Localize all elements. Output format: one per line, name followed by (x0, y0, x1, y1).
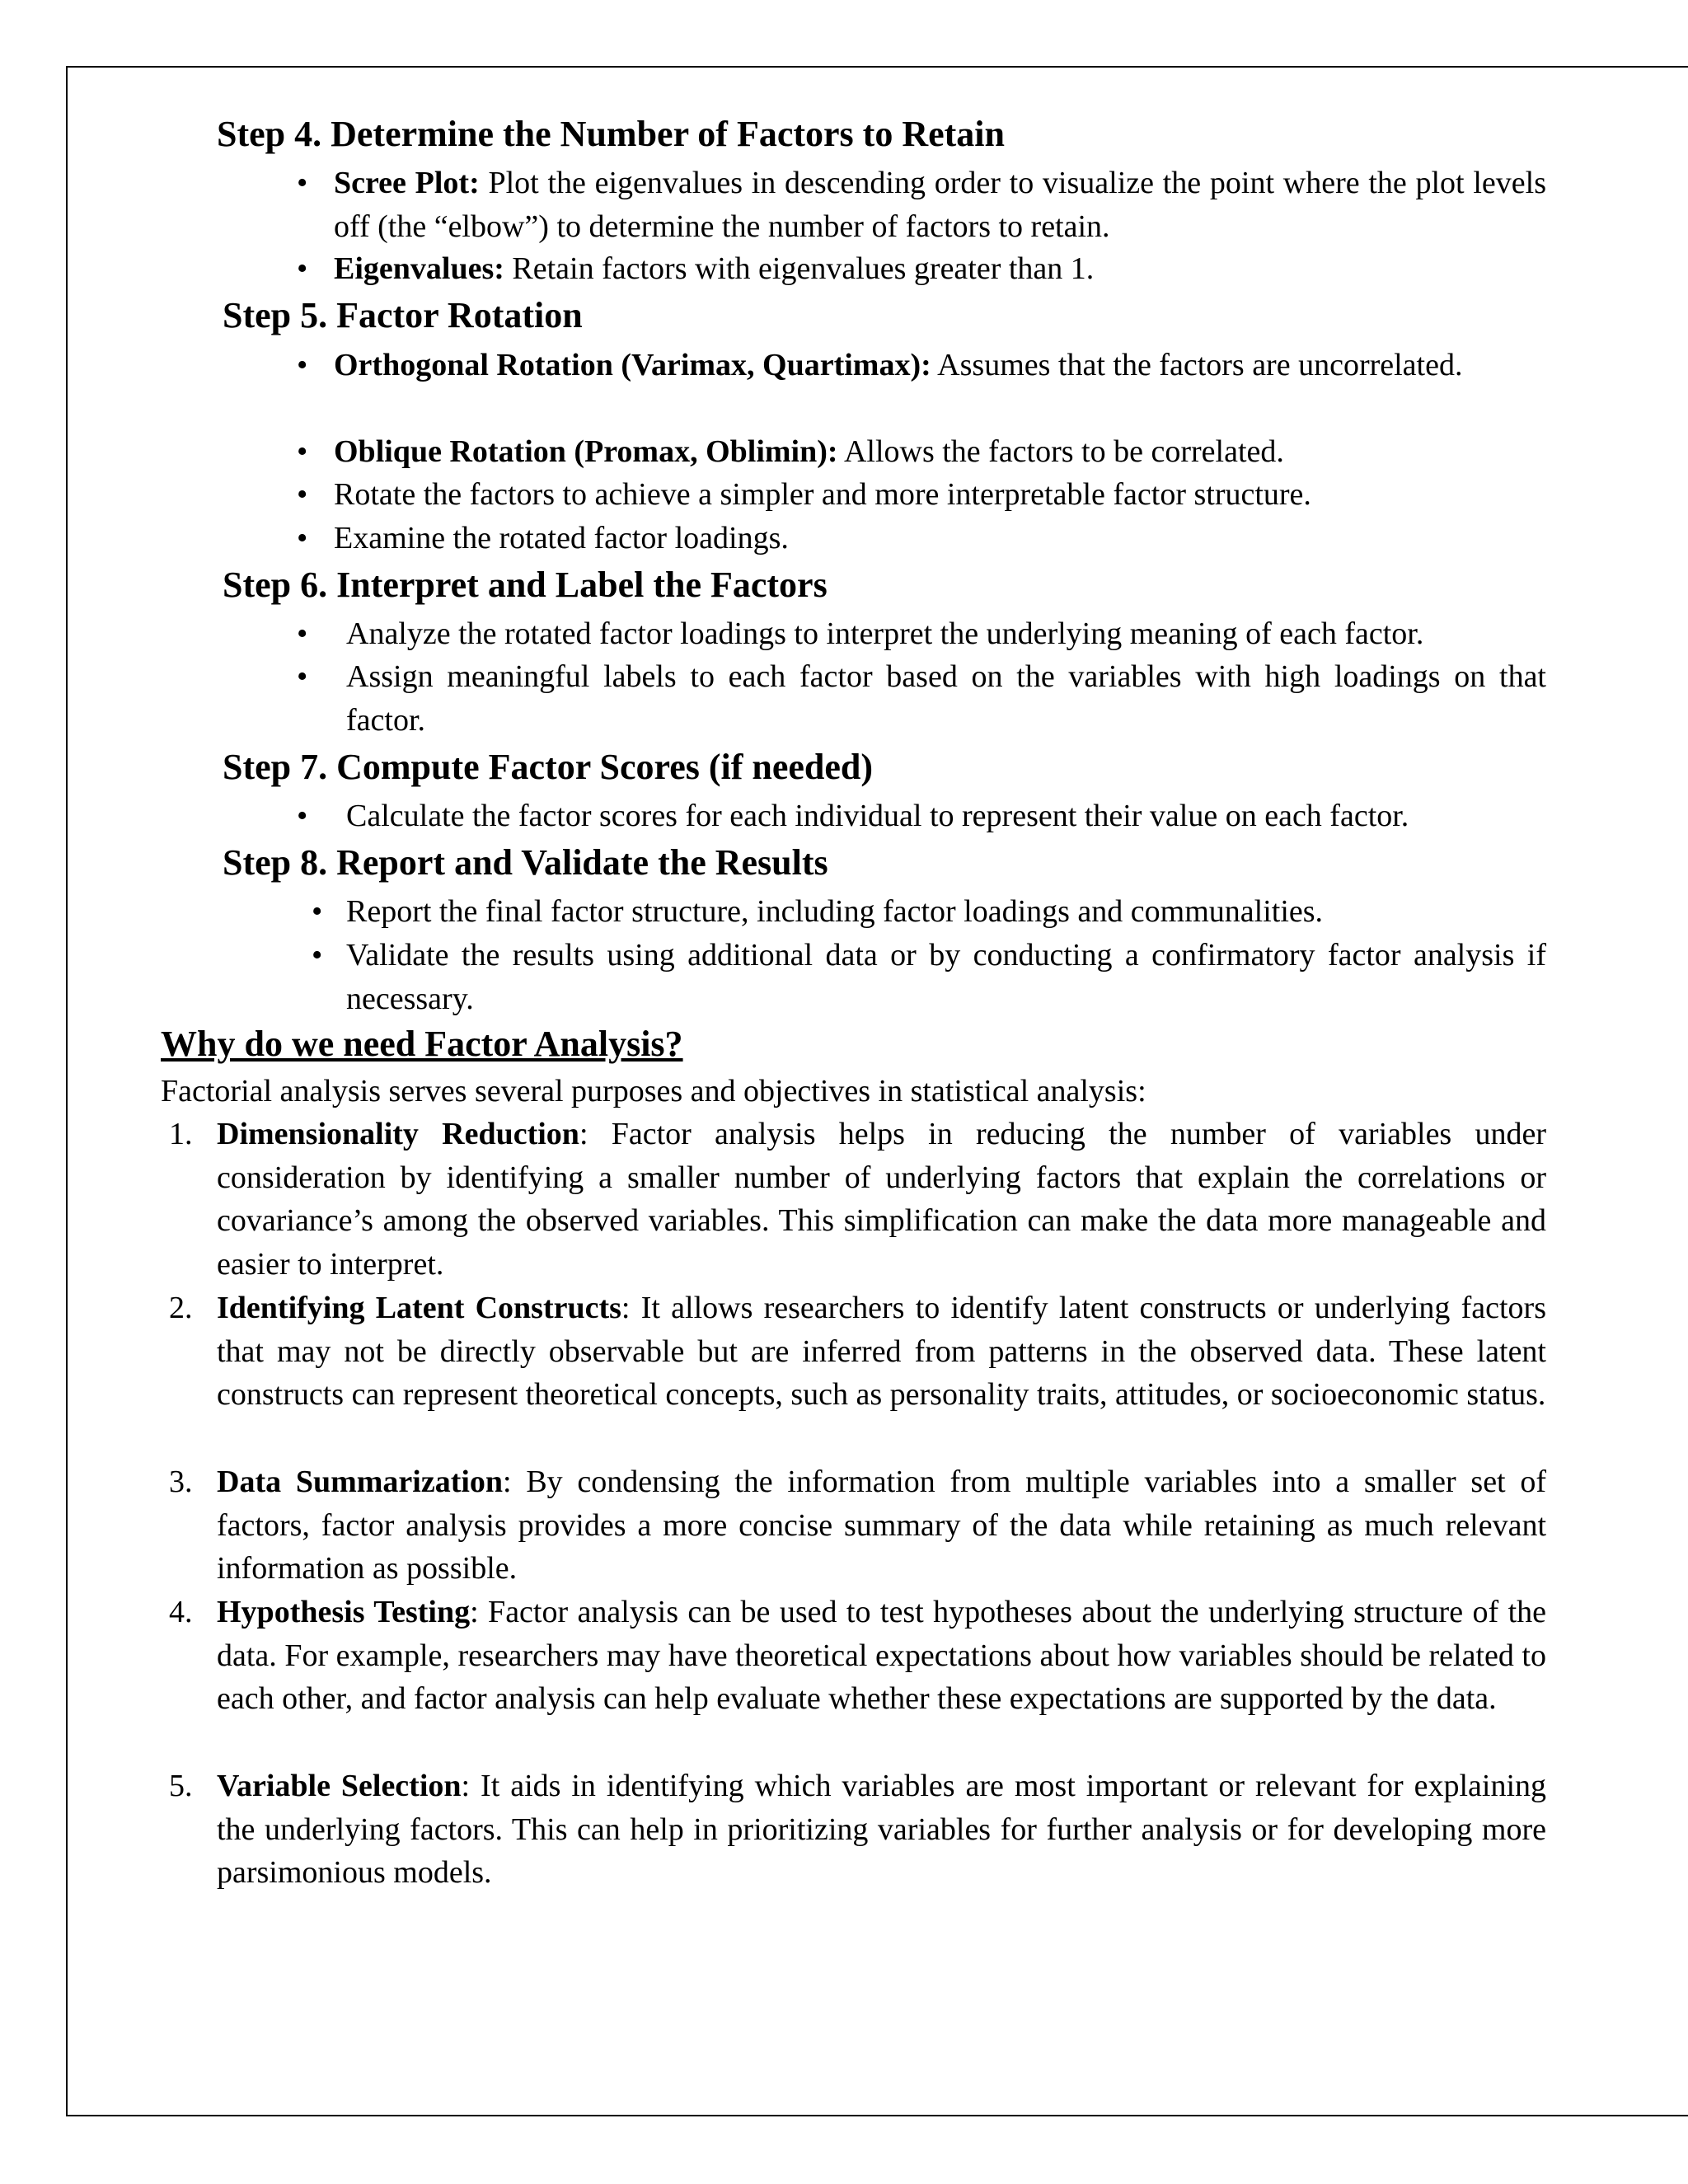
bullet-term: Oblique Rotation (Promax, Oblimin): (334, 434, 838, 469)
bullet-term: Eigenvalues: (334, 251, 504, 286)
list-number: 2. (169, 1291, 193, 1325)
step-5-heading: Step 5. Factor Rotation (223, 295, 583, 335)
item-term: Hypothesis Testing (217, 1595, 471, 1629)
bullet-validate-results: Validate the results using additional data or by conducting a confirmatory factor analysis if necessary. (346, 938, 1546, 1016)
item-variable-selection (217, 1765, 1546, 1895)
list-number: 1. (169, 1117, 193, 1151)
bullet-scree-plot (334, 162, 1546, 248)
bullet-assign-labels: Assign meaningful labels to each factor based on the variables with high loadings on that factor. (346, 659, 1546, 738)
bullet-dot: • (297, 477, 308, 512)
item-identifying-latent-constructs (217, 1286, 1546, 1417)
item-term: Variable Selection (217, 1769, 462, 1803)
bullet-analyze-loadings: Analyze the rotated factor loadings to interpret the underlying meaning of each factor. (346, 616, 1424, 651)
bullet-dot: • (297, 348, 308, 382)
item-body: : Factor analysis helps in reducing the number of variables under consideration by identifying a smaller number of underlying factors that explain the correlations or covariance’s among the observed variables. This simplification can make the data more manageable and easier to interpret. (217, 1117, 1546, 1282)
step-8-heading: Step 8. Report and Validate the Results (223, 842, 828, 883)
bullet-dot: • (297, 251, 308, 286)
step-7-heading: Step 7. Compute Factor Scores (if needed) (223, 747, 874, 787)
bullet-body: Retain factors with eigenvalues greater than 1. (504, 251, 1095, 286)
why-heading: Why do we need Factor Analysis? (161, 1024, 683, 1064)
item-body: : It allows researchers to identify latent constructs or underlying factors that may not be directly observable but are inferred from patterns in the observed data. These latent constructs can represent theoretical concepts, such as personality traits, attitudes, or socioeconomic status. (217, 1291, 1546, 1412)
list-number: 3. (169, 1465, 193, 1499)
item-term: Data Summarization (217, 1465, 504, 1499)
bullet-dot: • (312, 894, 323, 929)
bullet-rotate-factors: Rotate the factors to achieve a simpler and more interpretable factor structure. (334, 477, 1311, 512)
bullet-examine-loadings: Examine the rotated factor loadings. (334, 521, 789, 555)
bullet-dot: • (297, 659, 308, 694)
item-hypothesis-testing (217, 1591, 1546, 1721)
bullet-body: Allows the factors to be correlated. (837, 434, 1284, 469)
item-body: : It aids in identifying which variables are most important or relevant for explaining the underlying factors. This can help in prioritizing variables for further analysis or for developing more parsimonious models. (217, 1769, 1546, 1890)
bullet-body: Plot the eigenvalues in descending order to visualize the point where the plot levels off (the “elbow”) to determine the number of factors to retain. (334, 166, 1546, 244)
item-term: Identifying Latent Constructs (217, 1291, 621, 1325)
list-number: 4. (169, 1595, 193, 1629)
bullet-dot: • (297, 616, 308, 651)
bullet-term: Scree Plot: (334, 166, 480, 200)
bullet-eigenvalues (334, 247, 1546, 291)
bullet-body: Assumes that the factors are uncorrelated. (931, 348, 1463, 382)
why-intro: Factorial analysis serves several purposes and objectives in statistical analysis: (161, 1074, 1146, 1108)
item-dimensionality-reduction (217, 1113, 1546, 1286)
bullet-dot: • (297, 434, 308, 469)
bullet-calculate-scores: Calculate the factor scores for each individual to represent their value on each factor. (346, 799, 1409, 833)
list-number: 5. (169, 1769, 193, 1803)
bullet-dot: • (297, 521, 308, 555)
bullet-oblique-rotation (334, 430, 1546, 474)
bullet-dot: • (297, 166, 308, 200)
step-4-heading: Step 4. Determine the Number of Factors to Retain (217, 114, 1005, 154)
bullet-dot: • (297, 799, 308, 833)
item-body: : By condensing the information from multiple variables into a smaller set of factors, factor analysis provides a more concise summary of the data while retaining as much relevant information as possible. (217, 1465, 1546, 1586)
item-data-summarization (217, 1460, 1546, 1591)
bullet-dot: • (312, 938, 323, 972)
bullet-report-structure: Report the final factor structure, including factor loadings and communalities. (346, 894, 1324, 929)
bullet-orthogonal-rotation (334, 344, 1546, 387)
item-term: Dimensionality Reduction (217, 1117, 579, 1151)
step-6-heading: Step 6. Interpret and Label the Factors (223, 565, 828, 605)
item-body: : Factor analysis can be used to test hypotheses about the underlying structure of the data. For example, researchers may have theoretical expectations about how variables should be related to each other, and factor analysis can help evaluate whether these expectations are supported by the data. (217, 1595, 1546, 1716)
bullet-term: Orthogonal Rotation (Varimax, Quartimax): (334, 348, 931, 382)
